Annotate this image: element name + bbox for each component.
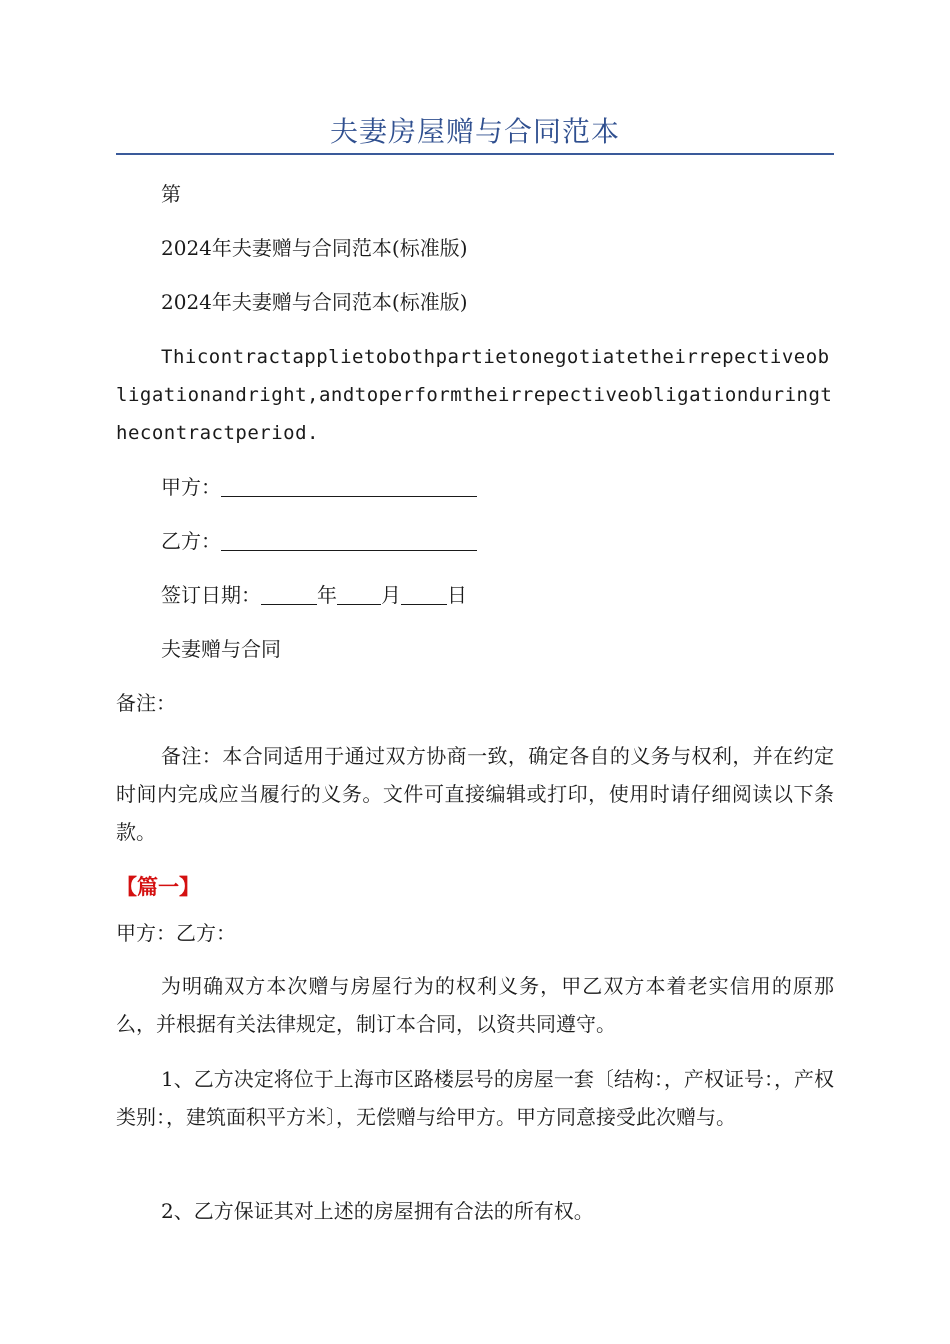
sign-date-label: 签订日期：: [161, 583, 261, 607]
party-b-label: 乙方：: [161, 529, 221, 553]
party-b-blank: [221, 530, 477, 551]
clause-2: 2、乙方保证其对上述的房屋拥有合法的所有权。: [161, 1199, 594, 1223]
note-label: 备注：: [116, 691, 176, 715]
party-a-label: 甲方：: [161, 475, 221, 499]
title-underline: [116, 153, 834, 155]
document-title: 夫妻房屋赠与合同范本: [329, 115, 620, 148]
year-label: 年: [317, 583, 337, 607]
text-di: 第: [161, 182, 181, 206]
party-b-line: [161, 527, 477, 555]
month-label: 月: [381, 583, 401, 607]
year-blank: [261, 584, 317, 605]
party-a-line: [161, 473, 477, 501]
section-parties: 甲方：乙方：: [116, 921, 236, 945]
heading-2: 2024年夫妻赠与合同范本(标准版): [161, 290, 468, 314]
month-blank: [337, 584, 381, 605]
day-label: 日: [447, 583, 467, 607]
intro-paragraph: 为明确双方本次赠与房屋行为的权利义务，甲乙双方本着老实信用的原那么，并根据有关法律规定，制订本合同，以资共同遵守。: [116, 974, 834, 1036]
day-blank: [401, 584, 447, 605]
contract-name: 夫妻赠与合同: [161, 637, 281, 661]
sign-date-line: [161, 581, 467, 609]
clause-1: 1、乙方决定将位于上海市区路楼层号的房屋一套〔结构：，产权证号：，产权类别：，建筑面积平方米〕，无偿赠与给甲方。甲方同意接受此次赠与。: [116, 1067, 834, 1129]
note-paragraph: 备注：本合同适用于通过双方协商一致，确定各自的义务与权利，并在约定时间内完成应当履行的义务。文件可直接编辑或打印，使用时请仔细阅读以下条款。: [116, 744, 834, 844]
english-paragraph: Thicontractapplietobothpartietonegotiatetheirrepectiveobligationandright,andtoperformtheirrepectiveobligationduringthecontractperiod.: [116, 346, 833, 444]
party-a-blank: [221, 476, 477, 497]
heading-1: 2024年夫妻赠与合同范本(标准版): [161, 236, 468, 260]
section-title: 【篇一】: [116, 875, 200, 899]
